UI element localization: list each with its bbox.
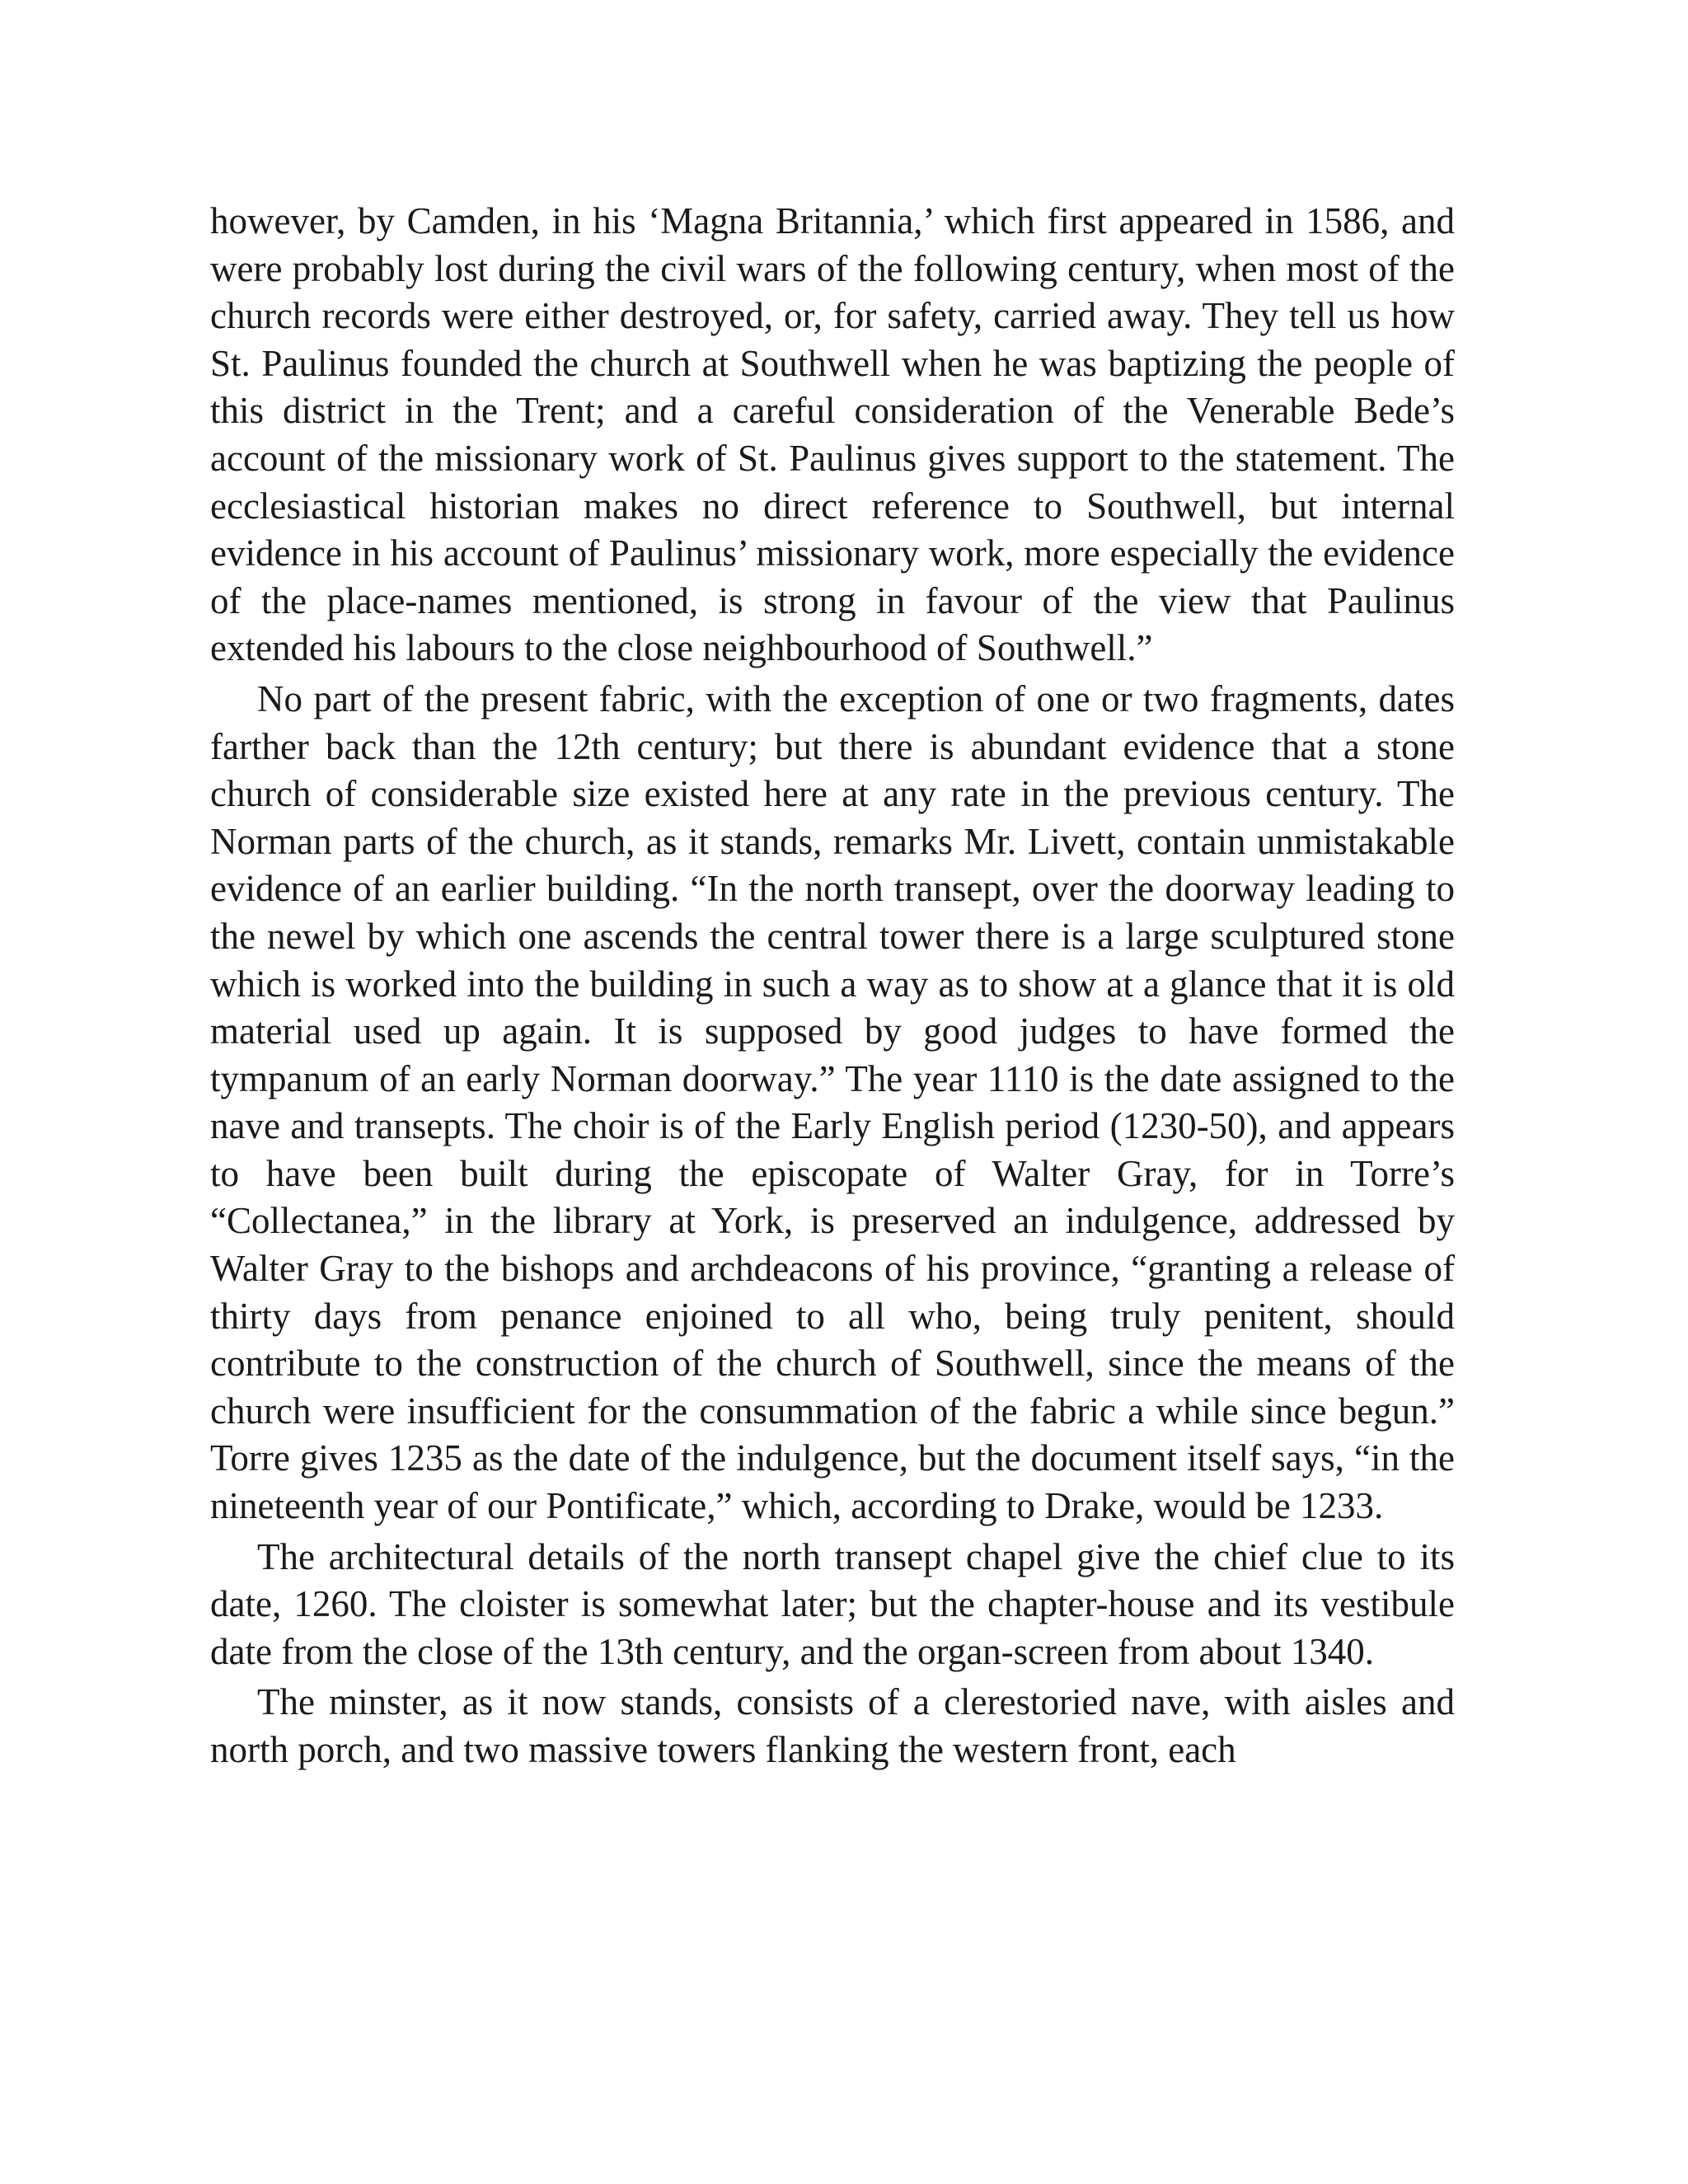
body-text (210, 198, 1455, 1774)
paragraph-4: The minster, as it now stands, consists of a clerestoried nave, with aisles and north porch, and two massive towers flanking the western front, each (210, 1681, 1455, 1770)
paragraph-2: No part of the present fabric, with the exception of one or two fragments, dates farther back than the 12th century; but there is abundant evidence that a stone church of considerable size existed here at any rate in the previous century. The Norman parts of the church, as it stands, remarks Mr. Livett, contain unmistakable evidence of an earlier building. “In the north transept, over the doorway leading to the newel by which one ascends the central tower there is a large sculptured stone which is worked into the building in such a way as to show at a glance that it is old material used up again. It is supposed by good judges to have formed the tympanum of an early Norman doorway.” The year 1110 is the date assigned to the nave and transepts. The choir is of the Early English period (1230-50), and appears to have been built during the episcopate of Walter Gray, for in Torre’s “Collectanea,” in the library at York, is preserved an indulgence, addressed by Walter Gray to the bishops and archdeacons of his province, “granting a release of thirty days from penance enjoined to all who, being truly penitent, should contribute to the construction of the church of Southwell, since the means of the church were insufficient for the consummation of the fabric a while since begun.” Torre gives 1235 as the date of the indulgence, but the document itself says, “in the nineteenth year of our Pontificate,” which, according to Drake, would be 1233. (210, 677, 1455, 1527)
paragraph-3: The architectural details of the north transept chapel give the chief clue to its date, 1260. The cloister is somewhat later; but the chapter-house and its vestibule date from the close of the 13th century, and the organ-screen from about 1340. (210, 1535, 1455, 1672)
paragraph-1: however, by Camden, in his ‘Magna Britannia,’ which first appeared in 1586, and were probably lost during the civil wars of the following century, when most of the church records were either destroyed, or, for safety, carried away. They tell us how St. Paulinus founded the church at Southwell when he was baptizing the people of this district in the Trent; and a careful consideration of the Venerable Bede’s account of the missionary work of St. Paulinus gives support to the statement. The ecclesiastical historian makes no direct reference to Southwell, but internal evidence in his account of Paulinus’ missionary work, more especially the evidence of the place-names mentioned, is strong in favour of the view that Paulinus extended his labours to the close neighbourhood of Southwell.” (210, 200, 1455, 669)
